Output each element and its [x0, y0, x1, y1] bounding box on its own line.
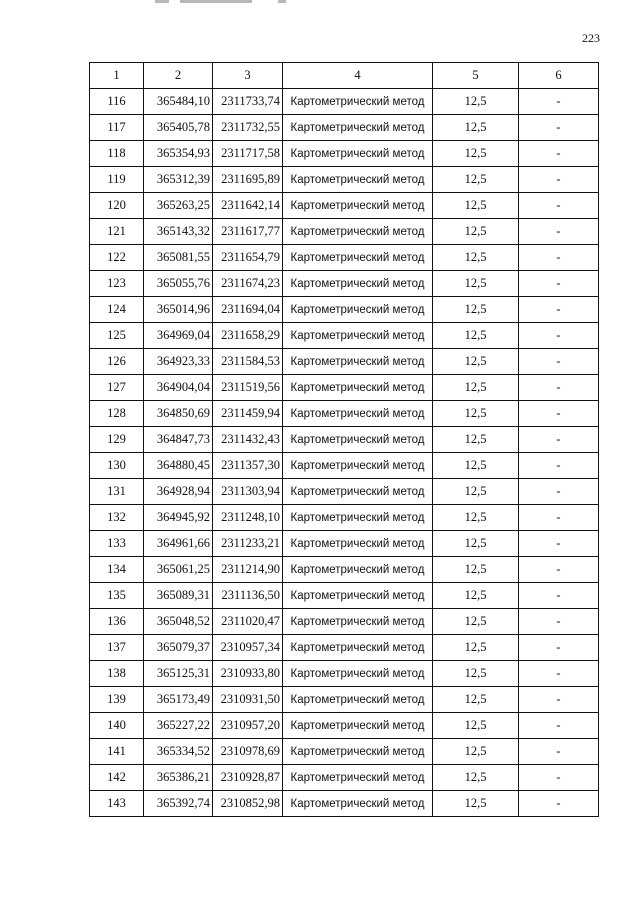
y-coordinate-cell: 2311020,47: [213, 609, 283, 635]
description-cell: -: [519, 375, 599, 401]
point-number-cell: 140: [90, 713, 144, 739]
accuracy-cell: 12,5: [433, 167, 519, 193]
description-cell: -: [519, 739, 599, 765]
x-coordinate-cell: 365143,32: [144, 219, 213, 245]
header-row: [90, 63, 599, 89]
method-cell: Картометрический метод: [283, 141, 433, 167]
point-number-cell: 135: [90, 583, 144, 609]
accuracy-cell: 12,5: [433, 531, 519, 557]
point-number-cell: 127: [90, 375, 144, 401]
table-row: [90, 609, 599, 635]
description-cell: -: [519, 115, 599, 141]
x-coordinate-cell: 365334,52: [144, 739, 213, 765]
table-row: [90, 115, 599, 141]
table-body: [90, 89, 599, 817]
method-cell: Картометрический метод: [283, 427, 433, 453]
header-cell-x: 2: [144, 63, 213, 89]
method-cell: Картометрический метод: [283, 687, 433, 713]
accuracy-cell: 12,5: [433, 505, 519, 531]
x-coordinate-cell: 365125,31: [144, 661, 213, 687]
method-cell: Картометрический метод: [283, 167, 433, 193]
table-row: [90, 479, 599, 505]
y-coordinate-cell: 2311303,94: [213, 479, 283, 505]
header-cell-description: 6: [519, 63, 599, 89]
accuracy-cell: 12,5: [433, 271, 519, 297]
point-number-cell: 126: [90, 349, 144, 375]
y-coordinate-cell: 2310928,87: [213, 765, 283, 791]
accuracy-cell: 12,5: [433, 89, 519, 115]
accuracy-cell: 12,5: [433, 791, 519, 817]
x-coordinate-cell: 364904,04: [144, 375, 213, 401]
table-row: [90, 583, 599, 609]
point-number-cell: 116: [90, 89, 144, 115]
table-row: [90, 531, 599, 557]
table-row: [90, 375, 599, 401]
point-number-cell: 133: [90, 531, 144, 557]
y-coordinate-cell: 2311642,14: [213, 193, 283, 219]
table-row: [90, 271, 599, 297]
coordinates-table: [89, 62, 599, 817]
table-row: [90, 557, 599, 583]
accuracy-cell: 12,5: [433, 193, 519, 219]
method-cell: Картометрический метод: [283, 375, 433, 401]
table-row: [90, 713, 599, 739]
accuracy-cell: 12,5: [433, 661, 519, 687]
point-number-cell: 125: [90, 323, 144, 349]
y-coordinate-cell: 2310957,20: [213, 713, 283, 739]
description-cell: -: [519, 765, 599, 791]
method-cell: Картометрический метод: [283, 713, 433, 739]
point-number-cell: 130: [90, 453, 144, 479]
description-cell: -: [519, 167, 599, 193]
header-cell-accuracy: 5: [433, 63, 519, 89]
y-coordinate-cell: 2310978,69: [213, 739, 283, 765]
x-coordinate-cell: 365354,93: [144, 141, 213, 167]
y-coordinate-cell: 2311233,21: [213, 531, 283, 557]
y-coordinate-cell: 2311694,04: [213, 297, 283, 323]
table-row: [90, 193, 599, 219]
x-coordinate-cell: 365227,22: [144, 713, 213, 739]
point-number-cell: 129: [90, 427, 144, 453]
table-row: [90, 245, 599, 271]
x-coordinate-cell: 365484,10: [144, 89, 213, 115]
x-coordinate-cell: 365048,52: [144, 609, 213, 635]
point-number-cell: 138: [90, 661, 144, 687]
scan-artifact: [180, 0, 252, 3]
y-coordinate-cell: 2311732,55: [213, 115, 283, 141]
table-row: [90, 167, 599, 193]
description-cell: -: [519, 661, 599, 687]
x-coordinate-cell: 364961,66: [144, 531, 213, 557]
y-coordinate-cell: 2310852,98: [213, 791, 283, 817]
method-cell: Картометрический метод: [283, 349, 433, 375]
method-cell: Картометрический метод: [283, 271, 433, 297]
x-coordinate-cell: 365079,37: [144, 635, 213, 661]
point-number-cell: 139: [90, 687, 144, 713]
method-cell: Картометрический метод: [283, 609, 433, 635]
table-row: [90, 661, 599, 687]
y-coordinate-cell: 2311459,94: [213, 401, 283, 427]
accuracy-cell: 12,5: [433, 323, 519, 349]
x-coordinate-cell: 364880,45: [144, 453, 213, 479]
method-cell: Картометрический метод: [283, 297, 433, 323]
table-row: [90, 739, 599, 765]
method-cell: Картометрический метод: [283, 401, 433, 427]
scan-artifact: [278, 0, 286, 3]
method-cell: Картометрический метод: [283, 219, 433, 245]
y-coordinate-cell: 2311214,90: [213, 557, 283, 583]
description-cell: -: [519, 479, 599, 505]
method-cell: Картометрический метод: [283, 89, 433, 115]
accuracy-cell: 12,5: [433, 115, 519, 141]
x-coordinate-cell: 364847,73: [144, 427, 213, 453]
table-row: [90, 635, 599, 661]
point-number-cell: 137: [90, 635, 144, 661]
accuracy-cell: 12,5: [433, 739, 519, 765]
description-cell: -: [519, 583, 599, 609]
accuracy-cell: 12,5: [433, 583, 519, 609]
description-cell: -: [519, 609, 599, 635]
point-number-cell: 131: [90, 479, 144, 505]
method-cell: Картометрический метод: [283, 531, 433, 557]
method-cell: Картометрический метод: [283, 505, 433, 531]
table-row: [90, 141, 599, 167]
y-coordinate-cell: 2311695,89: [213, 167, 283, 193]
accuracy-cell: 12,5: [433, 609, 519, 635]
x-coordinate-cell: 364850,69: [144, 401, 213, 427]
description-cell: -: [519, 687, 599, 713]
y-coordinate-cell: 2311248,10: [213, 505, 283, 531]
header-cell-method: 4: [283, 63, 433, 89]
x-coordinate-cell: 365055,76: [144, 271, 213, 297]
x-coordinate-cell: 365405,78: [144, 115, 213, 141]
x-coordinate-cell: 365061,25: [144, 557, 213, 583]
point-number-cell: 128: [90, 401, 144, 427]
accuracy-cell: 12,5: [433, 635, 519, 661]
y-coordinate-cell: 2311658,29: [213, 323, 283, 349]
method-cell: Картометрический метод: [283, 791, 433, 817]
method-cell: Картометрический метод: [283, 453, 433, 479]
method-cell: Картометрический метод: [283, 739, 433, 765]
accuracy-cell: 12,5: [433, 141, 519, 167]
y-coordinate-cell: 2311717,58: [213, 141, 283, 167]
description-cell: -: [519, 193, 599, 219]
method-cell: Картометрический метод: [283, 583, 433, 609]
point-number-cell: 121: [90, 219, 144, 245]
y-coordinate-cell: 2311432,43: [213, 427, 283, 453]
method-cell: Картометрический метод: [283, 661, 433, 687]
x-coordinate-cell: 364923,33: [144, 349, 213, 375]
point-number-cell: 143: [90, 791, 144, 817]
table-row: [90, 453, 599, 479]
y-coordinate-cell: 2311584,53: [213, 349, 283, 375]
header-cell-y: 3: [213, 63, 283, 89]
table-row: [90, 765, 599, 791]
y-coordinate-cell: 2311617,77: [213, 219, 283, 245]
description-cell: -: [519, 323, 599, 349]
y-coordinate-cell: 2311136,50: [213, 583, 283, 609]
point-number-cell: 118: [90, 141, 144, 167]
description-cell: -: [519, 89, 599, 115]
point-number-cell: 134: [90, 557, 144, 583]
description-cell: -: [519, 349, 599, 375]
method-cell: Картометрический метод: [283, 245, 433, 271]
table-row: [90, 323, 599, 349]
accuracy-cell: 12,5: [433, 713, 519, 739]
table-row: [90, 791, 599, 817]
method-cell: Картометрический метод: [283, 479, 433, 505]
point-number-cell: 142: [90, 765, 144, 791]
method-cell: Картометрический метод: [283, 635, 433, 661]
point-number-cell: 124: [90, 297, 144, 323]
y-coordinate-cell: 2310933,80: [213, 661, 283, 687]
table-row: [90, 297, 599, 323]
description-cell: -: [519, 713, 599, 739]
point-number-cell: 122: [90, 245, 144, 271]
x-coordinate-cell: 365014,96: [144, 297, 213, 323]
accuracy-cell: 12,5: [433, 297, 519, 323]
method-cell: Картометрический метод: [283, 323, 433, 349]
method-cell: Картометрический метод: [283, 115, 433, 141]
description-cell: -: [519, 219, 599, 245]
table-row: [90, 89, 599, 115]
accuracy-cell: 12,5: [433, 219, 519, 245]
point-number-cell: 132: [90, 505, 144, 531]
table-row: [90, 505, 599, 531]
x-coordinate-cell: 365081,55: [144, 245, 213, 271]
point-number-cell: 136: [90, 609, 144, 635]
table-row: [90, 687, 599, 713]
y-coordinate-cell: 2311733,74: [213, 89, 283, 115]
accuracy-cell: 12,5: [433, 427, 519, 453]
x-coordinate-cell: 364928,94: [144, 479, 213, 505]
accuracy-cell: 12,5: [433, 557, 519, 583]
accuracy-cell: 12,5: [433, 687, 519, 713]
y-coordinate-cell: 2311674,23: [213, 271, 283, 297]
description-cell: -: [519, 271, 599, 297]
table-header: [90, 63, 599, 89]
scan-artifact: [155, 0, 169, 3]
page-number: 223: [582, 31, 600, 45]
y-coordinate-cell: 2310957,34: [213, 635, 283, 661]
x-coordinate-cell: 365089,31: [144, 583, 213, 609]
description-cell: -: [519, 297, 599, 323]
point-number-cell: 117: [90, 115, 144, 141]
x-coordinate-cell: 365312,39: [144, 167, 213, 193]
accuracy-cell: 12,5: [433, 453, 519, 479]
x-coordinate-cell: 364969,04: [144, 323, 213, 349]
description-cell: -: [519, 141, 599, 167]
accuracy-cell: 12,5: [433, 349, 519, 375]
point-number-cell: 119: [90, 167, 144, 193]
table-row: [90, 401, 599, 427]
method-cell: Картометрический метод: [283, 557, 433, 583]
accuracy-cell: 12,5: [433, 765, 519, 791]
point-number-cell: 120: [90, 193, 144, 219]
method-cell: Картометрический метод: [283, 765, 433, 791]
y-coordinate-cell: 2311357,30: [213, 453, 283, 479]
description-cell: -: [519, 401, 599, 427]
description-cell: -: [519, 245, 599, 271]
table-row: [90, 349, 599, 375]
table-row: [90, 219, 599, 245]
x-coordinate-cell: 365392,74: [144, 791, 213, 817]
table-row: [90, 427, 599, 453]
x-coordinate-cell: 365386,21: [144, 765, 213, 791]
accuracy-cell: 12,5: [433, 479, 519, 505]
description-cell: -: [519, 427, 599, 453]
header-cell-point-number: 1: [90, 63, 144, 89]
description-cell: -: [519, 453, 599, 479]
description-cell: -: [519, 791, 599, 817]
x-coordinate-cell: 365263,25: [144, 193, 213, 219]
point-number-cell: 123: [90, 271, 144, 297]
y-coordinate-cell: 2311519,56: [213, 375, 283, 401]
description-cell: -: [519, 635, 599, 661]
point-number-cell: 141: [90, 739, 144, 765]
description-cell: -: [519, 505, 599, 531]
accuracy-cell: 12,5: [433, 375, 519, 401]
accuracy-cell: 12,5: [433, 401, 519, 427]
y-coordinate-cell: 2311654,79: [213, 245, 283, 271]
x-coordinate-cell: 365173,49: [144, 687, 213, 713]
method-cell: Картометрический метод: [283, 193, 433, 219]
description-cell: -: [519, 531, 599, 557]
y-coordinate-cell: 2310931,50: [213, 687, 283, 713]
accuracy-cell: 12,5: [433, 245, 519, 271]
x-coordinate-cell: 364945,92: [144, 505, 213, 531]
description-cell: -: [519, 557, 599, 583]
